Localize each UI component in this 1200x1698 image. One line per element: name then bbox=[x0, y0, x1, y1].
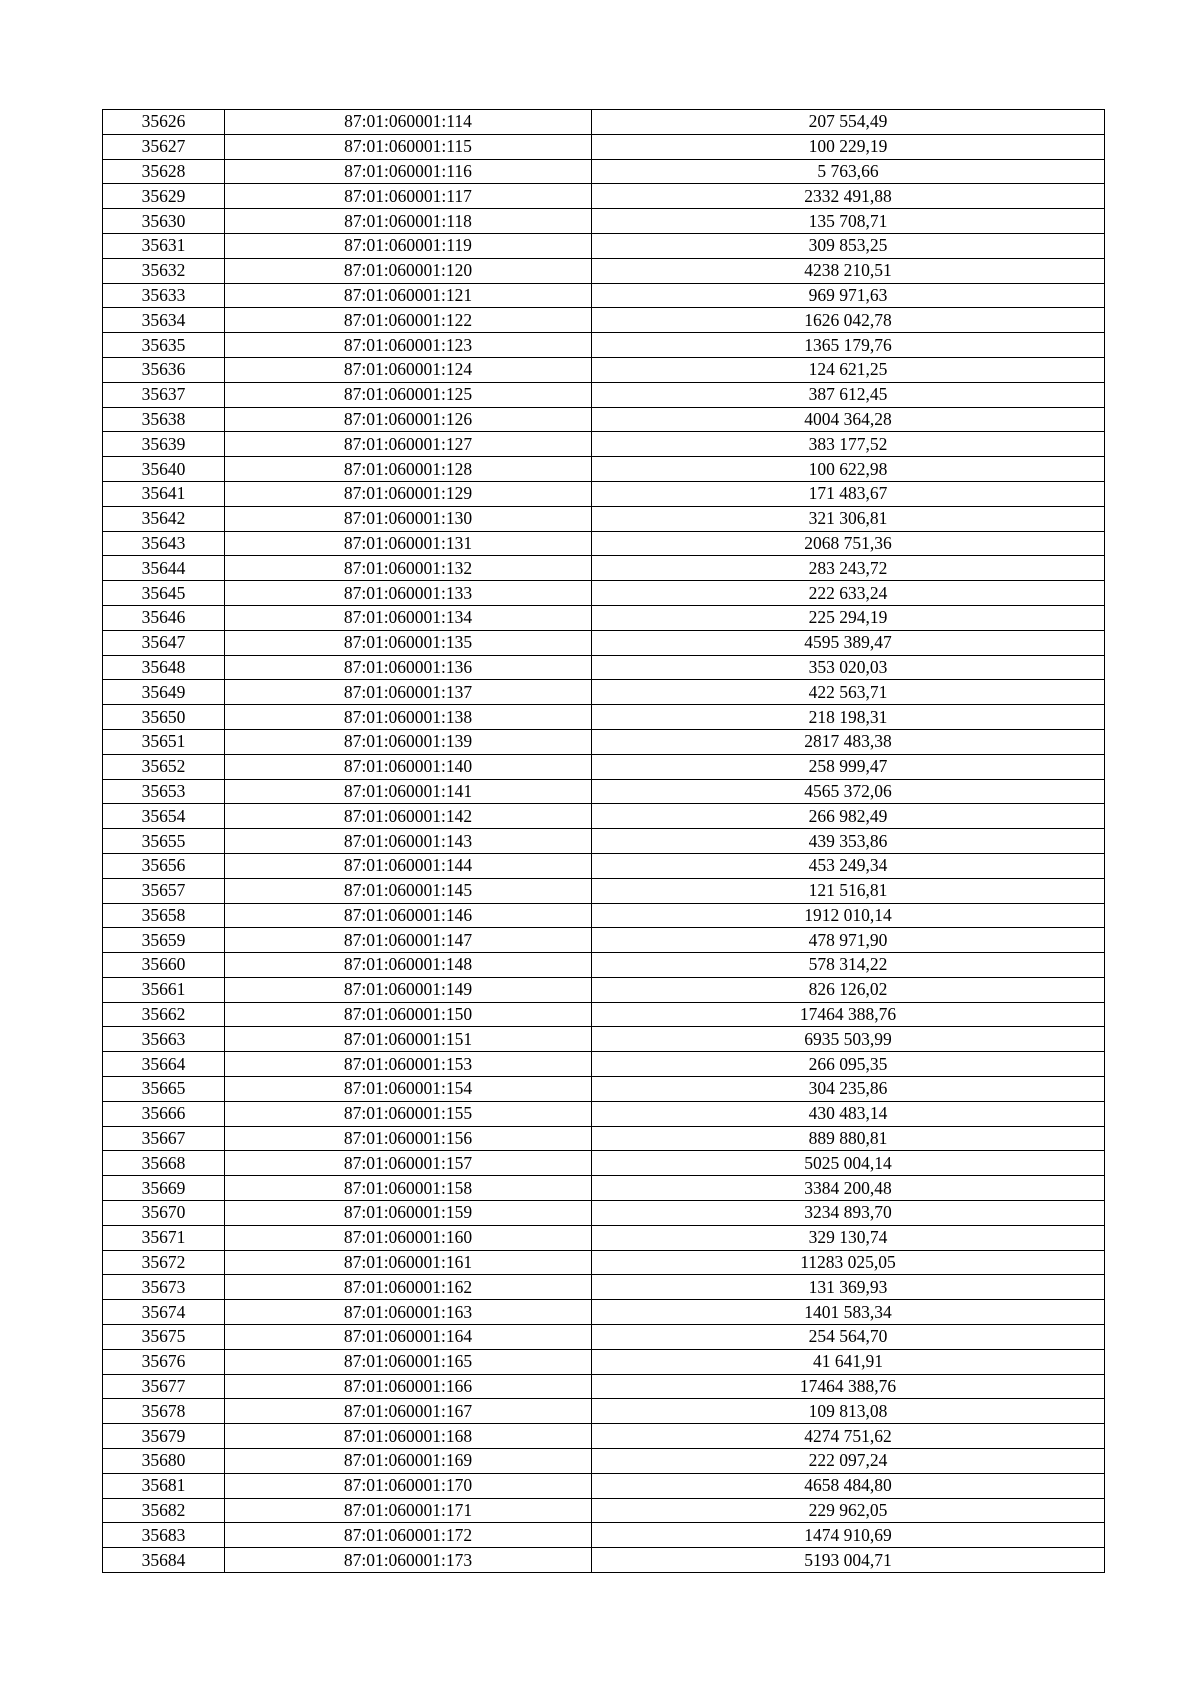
table-row bbox=[103, 506, 1105, 531]
cadastral-number-cell: 87:01:060001:117 bbox=[225, 184, 592, 209]
cadastral-value-cell: 304 235,86 bbox=[592, 1077, 1105, 1102]
row-number-cell: 35645 bbox=[103, 581, 225, 606]
cadastral-value-cell: 254 564,70 bbox=[592, 1325, 1105, 1350]
cadastral-value-cell: 222 633,24 bbox=[592, 581, 1105, 606]
cadastral-value-cell: 3234 893,70 bbox=[592, 1201, 1105, 1226]
cadastral-value-cell: 222 097,24 bbox=[592, 1449, 1105, 1474]
cadastral-number-cell: 87:01:060001:120 bbox=[225, 258, 592, 283]
cadastral-number-cell: 87:01:060001:150 bbox=[225, 1002, 592, 1027]
cadastral-number-cell: 87:01:060001:151 bbox=[225, 1027, 592, 1052]
table-row bbox=[103, 382, 1105, 407]
table-row bbox=[103, 1473, 1105, 1498]
cadastral-number-cell: 87:01:060001:130 bbox=[225, 506, 592, 531]
row-number-cell: 35628 bbox=[103, 159, 225, 184]
cadastral-value-cell: 826 126,02 bbox=[592, 977, 1105, 1002]
row-number-cell: 35658 bbox=[103, 903, 225, 928]
cadastral-number-cell: 87:01:060001:122 bbox=[225, 308, 592, 333]
cadastral-value-cell: 2817 483,38 bbox=[592, 729, 1105, 754]
table-row bbox=[103, 333, 1105, 358]
cadastral-value-cell: 321 306,81 bbox=[592, 506, 1105, 531]
cadastral-value-cell: 17464 388,76 bbox=[592, 1374, 1105, 1399]
cadastral-value-cell: 6935 503,99 bbox=[592, 1027, 1105, 1052]
cadastral-number-cell: 87:01:060001:144 bbox=[225, 853, 592, 878]
row-number-cell: 35627 bbox=[103, 134, 225, 159]
cadastral-value-cell: 5 763,66 bbox=[592, 159, 1105, 184]
cadastral-number-cell: 87:01:060001:167 bbox=[225, 1399, 592, 1424]
row-number-cell: 35635 bbox=[103, 333, 225, 358]
table-row bbox=[103, 258, 1105, 283]
cadastral-value-cell: 329 130,74 bbox=[592, 1225, 1105, 1250]
table-row bbox=[103, 531, 1105, 556]
table-row bbox=[103, 1498, 1105, 1523]
table-row bbox=[103, 605, 1105, 630]
cadastral-value-cell: 109 813,08 bbox=[592, 1399, 1105, 1424]
row-number-cell: 35641 bbox=[103, 481, 225, 506]
cadastral-value-cell: 1626 042,78 bbox=[592, 308, 1105, 333]
row-number-cell: 35650 bbox=[103, 705, 225, 730]
cadastral-number-cell: 87:01:060001:135 bbox=[225, 630, 592, 655]
row-number-cell: 35636 bbox=[103, 357, 225, 382]
row-number-cell: 35634 bbox=[103, 308, 225, 333]
table-row bbox=[103, 1151, 1105, 1176]
cadastral-number-cell: 87:01:060001:156 bbox=[225, 1126, 592, 1151]
row-number-cell: 35633 bbox=[103, 283, 225, 308]
row-number-cell: 35663 bbox=[103, 1027, 225, 1052]
cadastral-number-cell: 87:01:060001:129 bbox=[225, 481, 592, 506]
row-number-cell: 35670 bbox=[103, 1201, 225, 1226]
table-row bbox=[103, 184, 1105, 209]
row-number-cell: 35639 bbox=[103, 432, 225, 457]
cadastral-number-cell: 87:01:060001:166 bbox=[225, 1374, 592, 1399]
table-row bbox=[103, 481, 1105, 506]
cadastral-value-cell: 17464 388,76 bbox=[592, 1002, 1105, 1027]
row-number-cell: 35660 bbox=[103, 953, 225, 978]
cadastral-value-cell: 135 708,71 bbox=[592, 209, 1105, 234]
table-row bbox=[103, 928, 1105, 953]
row-number-cell: 35662 bbox=[103, 1002, 225, 1027]
row-number-cell: 35665 bbox=[103, 1077, 225, 1102]
cadastral-number-cell: 87:01:060001:172 bbox=[225, 1523, 592, 1548]
cadastral-number-cell: 87:01:060001:132 bbox=[225, 556, 592, 581]
cadastral-value-cell: 383 177,52 bbox=[592, 432, 1105, 457]
row-number-cell: 35675 bbox=[103, 1325, 225, 1350]
row-number-cell: 35657 bbox=[103, 878, 225, 903]
cadastral-value-cell: 2332 491,88 bbox=[592, 184, 1105, 209]
row-number-cell: 35653 bbox=[103, 779, 225, 804]
cadastral-value-cell: 41 641,91 bbox=[592, 1349, 1105, 1374]
row-number-cell: 35672 bbox=[103, 1250, 225, 1275]
cadastral-value-cell: 4565 372,06 bbox=[592, 779, 1105, 804]
row-number-cell: 35666 bbox=[103, 1101, 225, 1126]
row-number-cell: 35678 bbox=[103, 1399, 225, 1424]
cadastral-number-cell: 87:01:060001:161 bbox=[225, 1250, 592, 1275]
table-row bbox=[103, 1250, 1105, 1275]
table-row bbox=[103, 1399, 1105, 1424]
row-number-cell: 35651 bbox=[103, 729, 225, 754]
row-number-cell: 35640 bbox=[103, 457, 225, 482]
cadastral-value-cell: 124 621,25 bbox=[592, 357, 1105, 382]
cadastral-number-cell: 87:01:060001:137 bbox=[225, 680, 592, 705]
cadastral-number-cell: 87:01:060001:158 bbox=[225, 1176, 592, 1201]
row-number-cell: 35673 bbox=[103, 1275, 225, 1300]
row-number-cell: 35648 bbox=[103, 655, 225, 680]
cadastral-value-cell: 229 962,05 bbox=[592, 1498, 1105, 1523]
cadastral-number-cell: 87:01:060001:145 bbox=[225, 878, 592, 903]
cadastral-value-cell: 430 483,14 bbox=[592, 1101, 1105, 1126]
table-row bbox=[103, 357, 1105, 382]
cadastral-value-cell: 1912 010,14 bbox=[592, 903, 1105, 928]
table-row bbox=[103, 977, 1105, 1002]
cadastral-number-cell: 87:01:060001:127 bbox=[225, 432, 592, 457]
cadastral-number-cell: 87:01:060001:118 bbox=[225, 209, 592, 234]
row-number-cell: 35655 bbox=[103, 829, 225, 854]
row-number-cell: 35649 bbox=[103, 680, 225, 705]
cadastral-value-cell: 258 999,47 bbox=[592, 754, 1105, 779]
table-row bbox=[103, 878, 1105, 903]
cadastral-value-cell: 387 612,45 bbox=[592, 382, 1105, 407]
table-row bbox=[103, 630, 1105, 655]
cadastral-number-cell: 87:01:060001:173 bbox=[225, 1548, 592, 1573]
cadastral-number-cell: 87:01:060001:169 bbox=[225, 1449, 592, 1474]
row-number-cell: 35637 bbox=[103, 382, 225, 407]
table-row bbox=[103, 1101, 1105, 1126]
table-row bbox=[103, 209, 1105, 234]
row-number-cell: 35680 bbox=[103, 1449, 225, 1474]
row-number-cell: 35647 bbox=[103, 630, 225, 655]
cadastral-value-cell: 100 229,19 bbox=[592, 134, 1105, 159]
cadastral-value-cell: 969 971,63 bbox=[592, 283, 1105, 308]
cadastral-number-cell: 87:01:060001:134 bbox=[225, 605, 592, 630]
cadastral-value-cell: 218 198,31 bbox=[592, 705, 1105, 730]
table-row bbox=[103, 233, 1105, 258]
row-number-cell: 35671 bbox=[103, 1225, 225, 1250]
cadastral-value-cell: 1401 583,34 bbox=[592, 1300, 1105, 1325]
cadastral-value-cell: 453 249,34 bbox=[592, 853, 1105, 878]
table-row bbox=[103, 134, 1105, 159]
table-row bbox=[103, 779, 1105, 804]
table-row bbox=[103, 953, 1105, 978]
row-number-cell: 35654 bbox=[103, 804, 225, 829]
row-number-cell: 35668 bbox=[103, 1151, 225, 1176]
cadastral-number-cell: 87:01:060001:164 bbox=[225, 1325, 592, 1350]
row-number-cell: 35659 bbox=[103, 928, 225, 953]
table-row bbox=[103, 1325, 1105, 1350]
row-number-cell: 35681 bbox=[103, 1473, 225, 1498]
cadastral-number-cell: 87:01:060001:139 bbox=[225, 729, 592, 754]
cadastral-number-cell: 87:01:060001:160 bbox=[225, 1225, 592, 1250]
cadastral-value-cell: 4004 364,28 bbox=[592, 407, 1105, 432]
cadastral-value-cell: 578 314,22 bbox=[592, 953, 1105, 978]
cadastral-value-cell: 1365 179,76 bbox=[592, 333, 1105, 358]
table-row bbox=[103, 1002, 1105, 1027]
table-row bbox=[103, 1548, 1105, 1573]
table-row bbox=[103, 1523, 1105, 1548]
table-row bbox=[103, 556, 1105, 581]
table-row bbox=[103, 1027, 1105, 1052]
cadastral-number-cell: 87:01:060001:123 bbox=[225, 333, 592, 358]
cadastral-value-cell: 171 483,67 bbox=[592, 481, 1105, 506]
cadastral-value-cell: 283 243,72 bbox=[592, 556, 1105, 581]
cadastral-value-cell: 2068 751,36 bbox=[592, 531, 1105, 556]
table-row bbox=[103, 308, 1105, 333]
cadastral-number-cell: 87:01:060001:165 bbox=[225, 1349, 592, 1374]
table-row bbox=[103, 754, 1105, 779]
cadastral-number-cell: 87:01:060001:115 bbox=[225, 134, 592, 159]
row-number-cell: 35631 bbox=[103, 233, 225, 258]
row-number-cell: 35646 bbox=[103, 605, 225, 630]
cadastral-value-cell: 207 554,49 bbox=[592, 110, 1105, 135]
row-number-cell: 35669 bbox=[103, 1176, 225, 1201]
table-row bbox=[103, 804, 1105, 829]
row-number-cell: 35652 bbox=[103, 754, 225, 779]
table-row bbox=[103, 1300, 1105, 1325]
cadastral-number-cell: 87:01:060001:114 bbox=[225, 110, 592, 135]
row-number-cell: 35682 bbox=[103, 1498, 225, 1523]
cadastral-number-cell: 87:01:060001:168 bbox=[225, 1424, 592, 1449]
cadastral-number-cell: 87:01:060001:171 bbox=[225, 1498, 592, 1523]
cadastral-number-cell: 87:01:060001:154 bbox=[225, 1077, 592, 1102]
row-number-cell: 35676 bbox=[103, 1349, 225, 1374]
cadastral-number-cell: 87:01:060001:124 bbox=[225, 357, 592, 382]
cadastral-number-cell: 87:01:060001:163 bbox=[225, 1300, 592, 1325]
cadastral-number-cell: 87:01:060001:141 bbox=[225, 779, 592, 804]
row-number-cell: 35642 bbox=[103, 506, 225, 531]
cadastral-value-cell: 266 982,49 bbox=[592, 804, 1105, 829]
cadastral-number-cell: 87:01:060001:119 bbox=[225, 233, 592, 258]
cadastral-value-cell: 5025 004,14 bbox=[592, 1151, 1105, 1176]
row-number-cell: 35661 bbox=[103, 977, 225, 1002]
cadastral-value-cell: 4238 210,51 bbox=[592, 258, 1105, 283]
cadastral-value-cell: 478 971,90 bbox=[592, 928, 1105, 953]
cadastral-value-cell: 439 353,86 bbox=[592, 829, 1105, 854]
cadastral-value-cell: 889 880,81 bbox=[592, 1126, 1105, 1151]
cadastral-number-cell: 87:01:060001:159 bbox=[225, 1201, 592, 1226]
cadastral-number-cell: 87:01:060001:148 bbox=[225, 953, 592, 978]
cadastral-number-cell: 87:01:060001:136 bbox=[225, 655, 592, 680]
table-row bbox=[103, 1052, 1105, 1077]
cadastral-number-cell: 87:01:060001:149 bbox=[225, 977, 592, 1002]
table-body bbox=[103, 110, 1105, 1573]
cadastral-number-cell: 87:01:060001:143 bbox=[225, 829, 592, 854]
table-row bbox=[103, 729, 1105, 754]
row-number-cell: 35656 bbox=[103, 853, 225, 878]
cadastral-number-cell: 87:01:060001:138 bbox=[225, 705, 592, 730]
cadastral-value-cell: 225 294,19 bbox=[592, 605, 1105, 630]
cadastral-number-cell: 87:01:060001:126 bbox=[225, 407, 592, 432]
table-row bbox=[103, 1349, 1105, 1374]
row-number-cell: 35667 bbox=[103, 1126, 225, 1151]
row-number-cell: 35626 bbox=[103, 110, 225, 135]
table-row bbox=[103, 1225, 1105, 1250]
table-row bbox=[103, 407, 1105, 432]
cadastral-number-cell: 87:01:060001:162 bbox=[225, 1275, 592, 1300]
cadastral-value-table bbox=[102, 109, 1105, 1573]
row-number-cell: 35630 bbox=[103, 209, 225, 234]
table-row bbox=[103, 853, 1105, 878]
table-row bbox=[103, 680, 1105, 705]
cadastral-number-cell: 87:01:060001:140 bbox=[225, 754, 592, 779]
cadastral-number-cell: 87:01:060001:133 bbox=[225, 581, 592, 606]
table-row bbox=[103, 1126, 1105, 1151]
row-number-cell: 35664 bbox=[103, 1052, 225, 1077]
cadastral-value-cell: 131 369,93 bbox=[592, 1275, 1105, 1300]
table-row bbox=[103, 457, 1105, 482]
cadastral-number-cell: 87:01:060001:142 bbox=[225, 804, 592, 829]
row-number-cell: 35629 bbox=[103, 184, 225, 209]
cadastral-value-cell: 309 853,25 bbox=[592, 233, 1105, 258]
cadastral-value-cell: 4595 389,47 bbox=[592, 630, 1105, 655]
row-number-cell: 35632 bbox=[103, 258, 225, 283]
table-row bbox=[103, 581, 1105, 606]
cadastral-number-cell: 87:01:060001:157 bbox=[225, 1151, 592, 1176]
table-row bbox=[103, 705, 1105, 730]
table-row bbox=[103, 903, 1105, 928]
cadastral-value-cell: 353 020,03 bbox=[592, 655, 1105, 680]
table-row bbox=[103, 159, 1105, 184]
table-row bbox=[103, 1275, 1105, 1300]
cadastral-value-cell: 5193 004,71 bbox=[592, 1548, 1105, 1573]
table-row bbox=[103, 1201, 1105, 1226]
cadastral-number-cell: 87:01:060001:131 bbox=[225, 531, 592, 556]
cadastral-value-cell: 3384 200,48 bbox=[592, 1176, 1105, 1201]
table-row bbox=[103, 1176, 1105, 1201]
row-number-cell: 35684 bbox=[103, 1548, 225, 1573]
row-number-cell: 35683 bbox=[103, 1523, 225, 1548]
row-number-cell: 35674 bbox=[103, 1300, 225, 1325]
row-number-cell: 35644 bbox=[103, 556, 225, 581]
row-number-cell: 35643 bbox=[103, 531, 225, 556]
cadastral-number-cell: 87:01:060001:147 bbox=[225, 928, 592, 953]
table-row bbox=[103, 1449, 1105, 1474]
row-number-cell: 35679 bbox=[103, 1424, 225, 1449]
cadastral-number-cell: 87:01:060001:125 bbox=[225, 382, 592, 407]
table-row bbox=[103, 1077, 1105, 1102]
cadastral-value-cell: 121 516,81 bbox=[592, 878, 1105, 903]
cadastral-number-cell: 87:01:060001:128 bbox=[225, 457, 592, 482]
cadastral-number-cell: 87:01:060001:146 bbox=[225, 903, 592, 928]
cadastral-number-cell: 87:01:060001:155 bbox=[225, 1101, 592, 1126]
table-row bbox=[103, 110, 1105, 135]
table-row bbox=[103, 432, 1105, 457]
cadastral-value-cell: 266 095,35 bbox=[592, 1052, 1105, 1077]
table-row bbox=[103, 1424, 1105, 1449]
cadastral-value-cell: 11283 025,05 bbox=[592, 1250, 1105, 1275]
cadastral-value-cell: 4274 751,62 bbox=[592, 1424, 1105, 1449]
cadastral-value-cell: 422 563,71 bbox=[592, 680, 1105, 705]
table-row bbox=[103, 1374, 1105, 1399]
table-row bbox=[103, 655, 1105, 680]
cadastral-value-cell: 100 622,98 bbox=[592, 457, 1105, 482]
row-number-cell: 35677 bbox=[103, 1374, 225, 1399]
cadastral-number-cell: 87:01:060001:121 bbox=[225, 283, 592, 308]
cadastral-value-cell: 4658 484,80 bbox=[592, 1473, 1105, 1498]
cadastral-number-cell: 87:01:060001:116 bbox=[225, 159, 592, 184]
cadastral-number-cell: 87:01:060001:170 bbox=[225, 1473, 592, 1498]
cadastral-number-cell: 87:01:060001:153 bbox=[225, 1052, 592, 1077]
cadastral-value-cell: 1474 910,69 bbox=[592, 1523, 1105, 1548]
table-row bbox=[103, 829, 1105, 854]
table-row bbox=[103, 283, 1105, 308]
row-number-cell: 35638 bbox=[103, 407, 225, 432]
